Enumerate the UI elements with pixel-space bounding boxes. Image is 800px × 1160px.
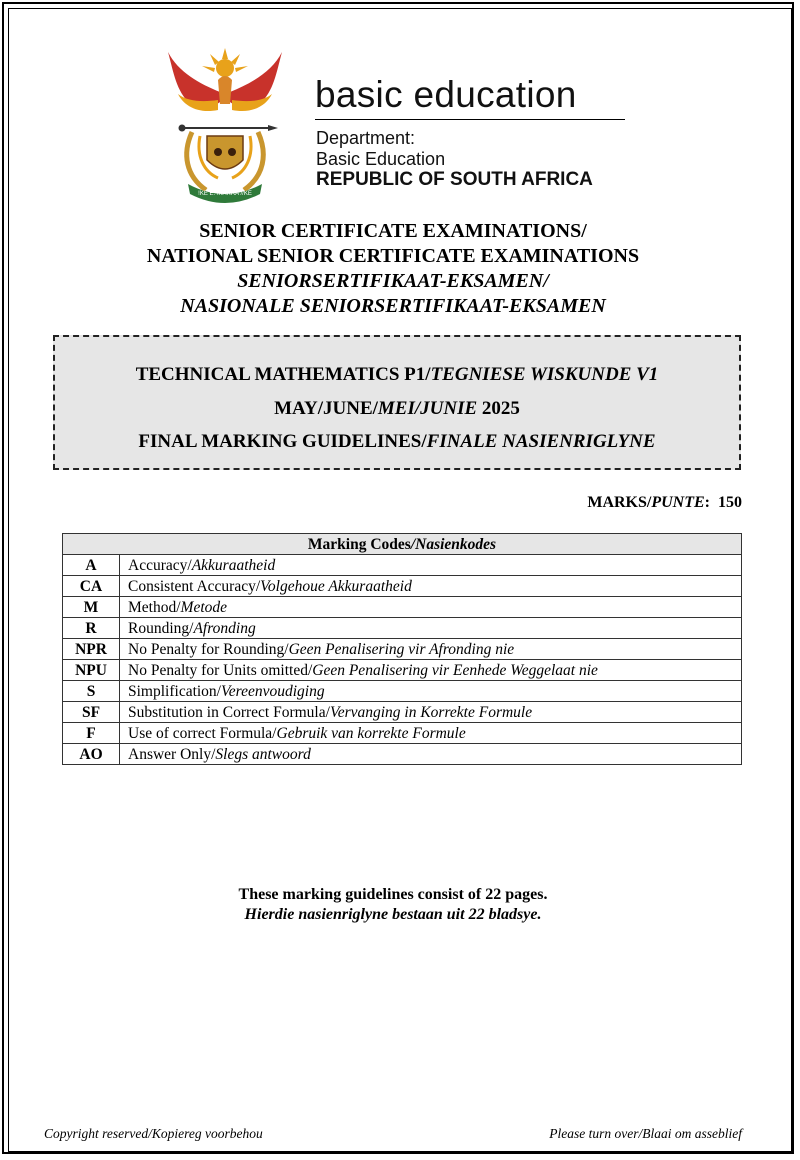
table-row <box>63 660 742 681</box>
description-cell <box>120 702 742 723</box>
table-row <box>63 618 742 639</box>
code-cell: NPR <box>63 639 120 660</box>
description-en: Simplification/ <box>128 682 221 700</box>
code-cell: R <box>63 618 120 639</box>
description-en: Consistent Accuracy/ <box>128 577 261 595</box>
exam-title-en-2: NATIONAL SENIOR CERTIFICATE EXAMINATIONS <box>146 245 640 267</box>
table-row <box>63 597 742 618</box>
description-cell <box>120 618 742 639</box>
guidelines-title <box>55 431 739 453</box>
description-cell <box>120 660 742 681</box>
page-count-af: Hierdie nasienriglyne bestaan uit 22 bladsye. <box>244 906 542 923</box>
description-cell <box>120 639 742 660</box>
session-year: 2025 <box>477 398 520 419</box>
table-row <box>63 744 742 765</box>
table-row <box>63 702 742 723</box>
code-cell: SF <box>63 702 120 723</box>
description-cell <box>120 597 742 618</box>
subject-title <box>55 364 739 386</box>
table-header-af: /Nasienkodes <box>410 535 497 553</box>
description-en: No Penalty for Rounding/ <box>128 640 289 658</box>
description-af: Akkuraatheid <box>191 556 276 574</box>
table-row <box>63 576 742 597</box>
session-title <box>55 398 739 420</box>
description-en: No Penalty for Units omitted/ <box>128 661 313 679</box>
table-row <box>63 555 742 576</box>
description-en: Rounding/ <box>128 619 194 637</box>
subject-title-box <box>53 335 741 470</box>
footer-turn-over: Please turn over/Blaai om asseblief <box>549 1126 742 1141</box>
session-en: MAY/JUNE/ <box>274 398 378 419</box>
description-cell <box>120 681 742 702</box>
brand-logotype: basic education <box>315 74 577 115</box>
subject-en: TECHNICAL MATHEMATICS P1/ <box>135 364 431 385</box>
code-cell: A <box>63 555 120 576</box>
description-cell <box>120 744 742 765</box>
description-af: Volgehoue Akkuraatheid <box>260 577 412 595</box>
description-cell <box>120 723 742 744</box>
page-count-note <box>0 885 786 925</box>
description-en: Answer Only/ <box>128 745 216 763</box>
description-en: Accuracy/ <box>128 556 192 574</box>
table-header-row <box>63 534 742 555</box>
description-af: Vereenvoudiging <box>221 682 325 700</box>
marks-separator: : <box>704 494 718 511</box>
table-header <box>63 534 742 555</box>
department-line1: Department: <box>316 128 416 148</box>
description-cell <box>120 576 742 597</box>
guidelines-af: FINALE NASIENRIGLYNE <box>426 431 656 452</box>
description-af: Afronding <box>193 619 256 637</box>
guidelines-en: FINAL MARKING GUIDELINES/ <box>138 431 427 452</box>
description-af: Metode <box>180 598 228 616</box>
table-row <box>63 639 742 660</box>
code-cell: AO <box>63 744 120 765</box>
exam-title-af-1: SENIORSERTIFIKAAT-EKSAMEN/ <box>237 270 549 292</box>
code-cell: CA <box>63 576 120 597</box>
crest-motto-text: !KE E: /XARRA //KE <box>198 191 252 197</box>
table-header-en: Marking Codes <box>307 535 411 553</box>
description-af: Geen Penalisering vir Afronding nie <box>288 640 515 658</box>
exam-title-af-2: NASIONALE SENIORSERTIFIKAAT-EKSAMEN <box>180 295 606 317</box>
marks-value: 150 <box>718 494 742 511</box>
total-marks <box>587 494 742 512</box>
description-af: Vervanging in Korrekte Formule <box>329 703 533 721</box>
exam-titles <box>0 219 786 319</box>
description-en: Substitution in Correct Formula/ <box>128 703 330 721</box>
description-en: Method/ <box>128 598 181 616</box>
code-cell: NPU <box>63 660 120 681</box>
exam-title-en-1: SENIOR CERTIFICATE EXAMINATIONS/ <box>199 220 587 242</box>
description-cell <box>120 555 742 576</box>
code-cell: F <box>63 723 120 744</box>
department-line3: REPUBLIC OF SOUTH AFRICA <box>316 169 593 190</box>
coat-of-arms-icon <box>160 44 290 204</box>
description-af: Geen Penalisering vir Eenhede Weggelaat nie <box>312 661 598 679</box>
page-count-en: These marking guidelines consist of 22 pages. <box>238 886 548 903</box>
marks-label-af: PUNTE <box>651 494 705 511</box>
description-af: Gebruik van korrekte Formule <box>276 724 466 742</box>
department-line2: Basic Education <box>316 149 446 169</box>
table-row <box>63 723 742 744</box>
session-af: MEI/JUNIE <box>377 398 478 419</box>
table-row <box>63 681 742 702</box>
description-af: Slegs antwoord <box>215 745 311 763</box>
brand-divider <box>315 119 625 120</box>
subject-af: TEGNIESE WISKUNDE V1 <box>430 364 659 385</box>
code-cell: S <box>63 681 120 702</box>
code-cell: M <box>63 597 120 618</box>
marks-label: MARKS/ <box>587 494 652 511</box>
marking-codes-table <box>62 533 742 765</box>
footer-copyright: Copyright reserved/Kopiereg voorbehou <box>44 1126 263 1141</box>
description-en: Use of correct Formula/ <box>128 724 277 742</box>
